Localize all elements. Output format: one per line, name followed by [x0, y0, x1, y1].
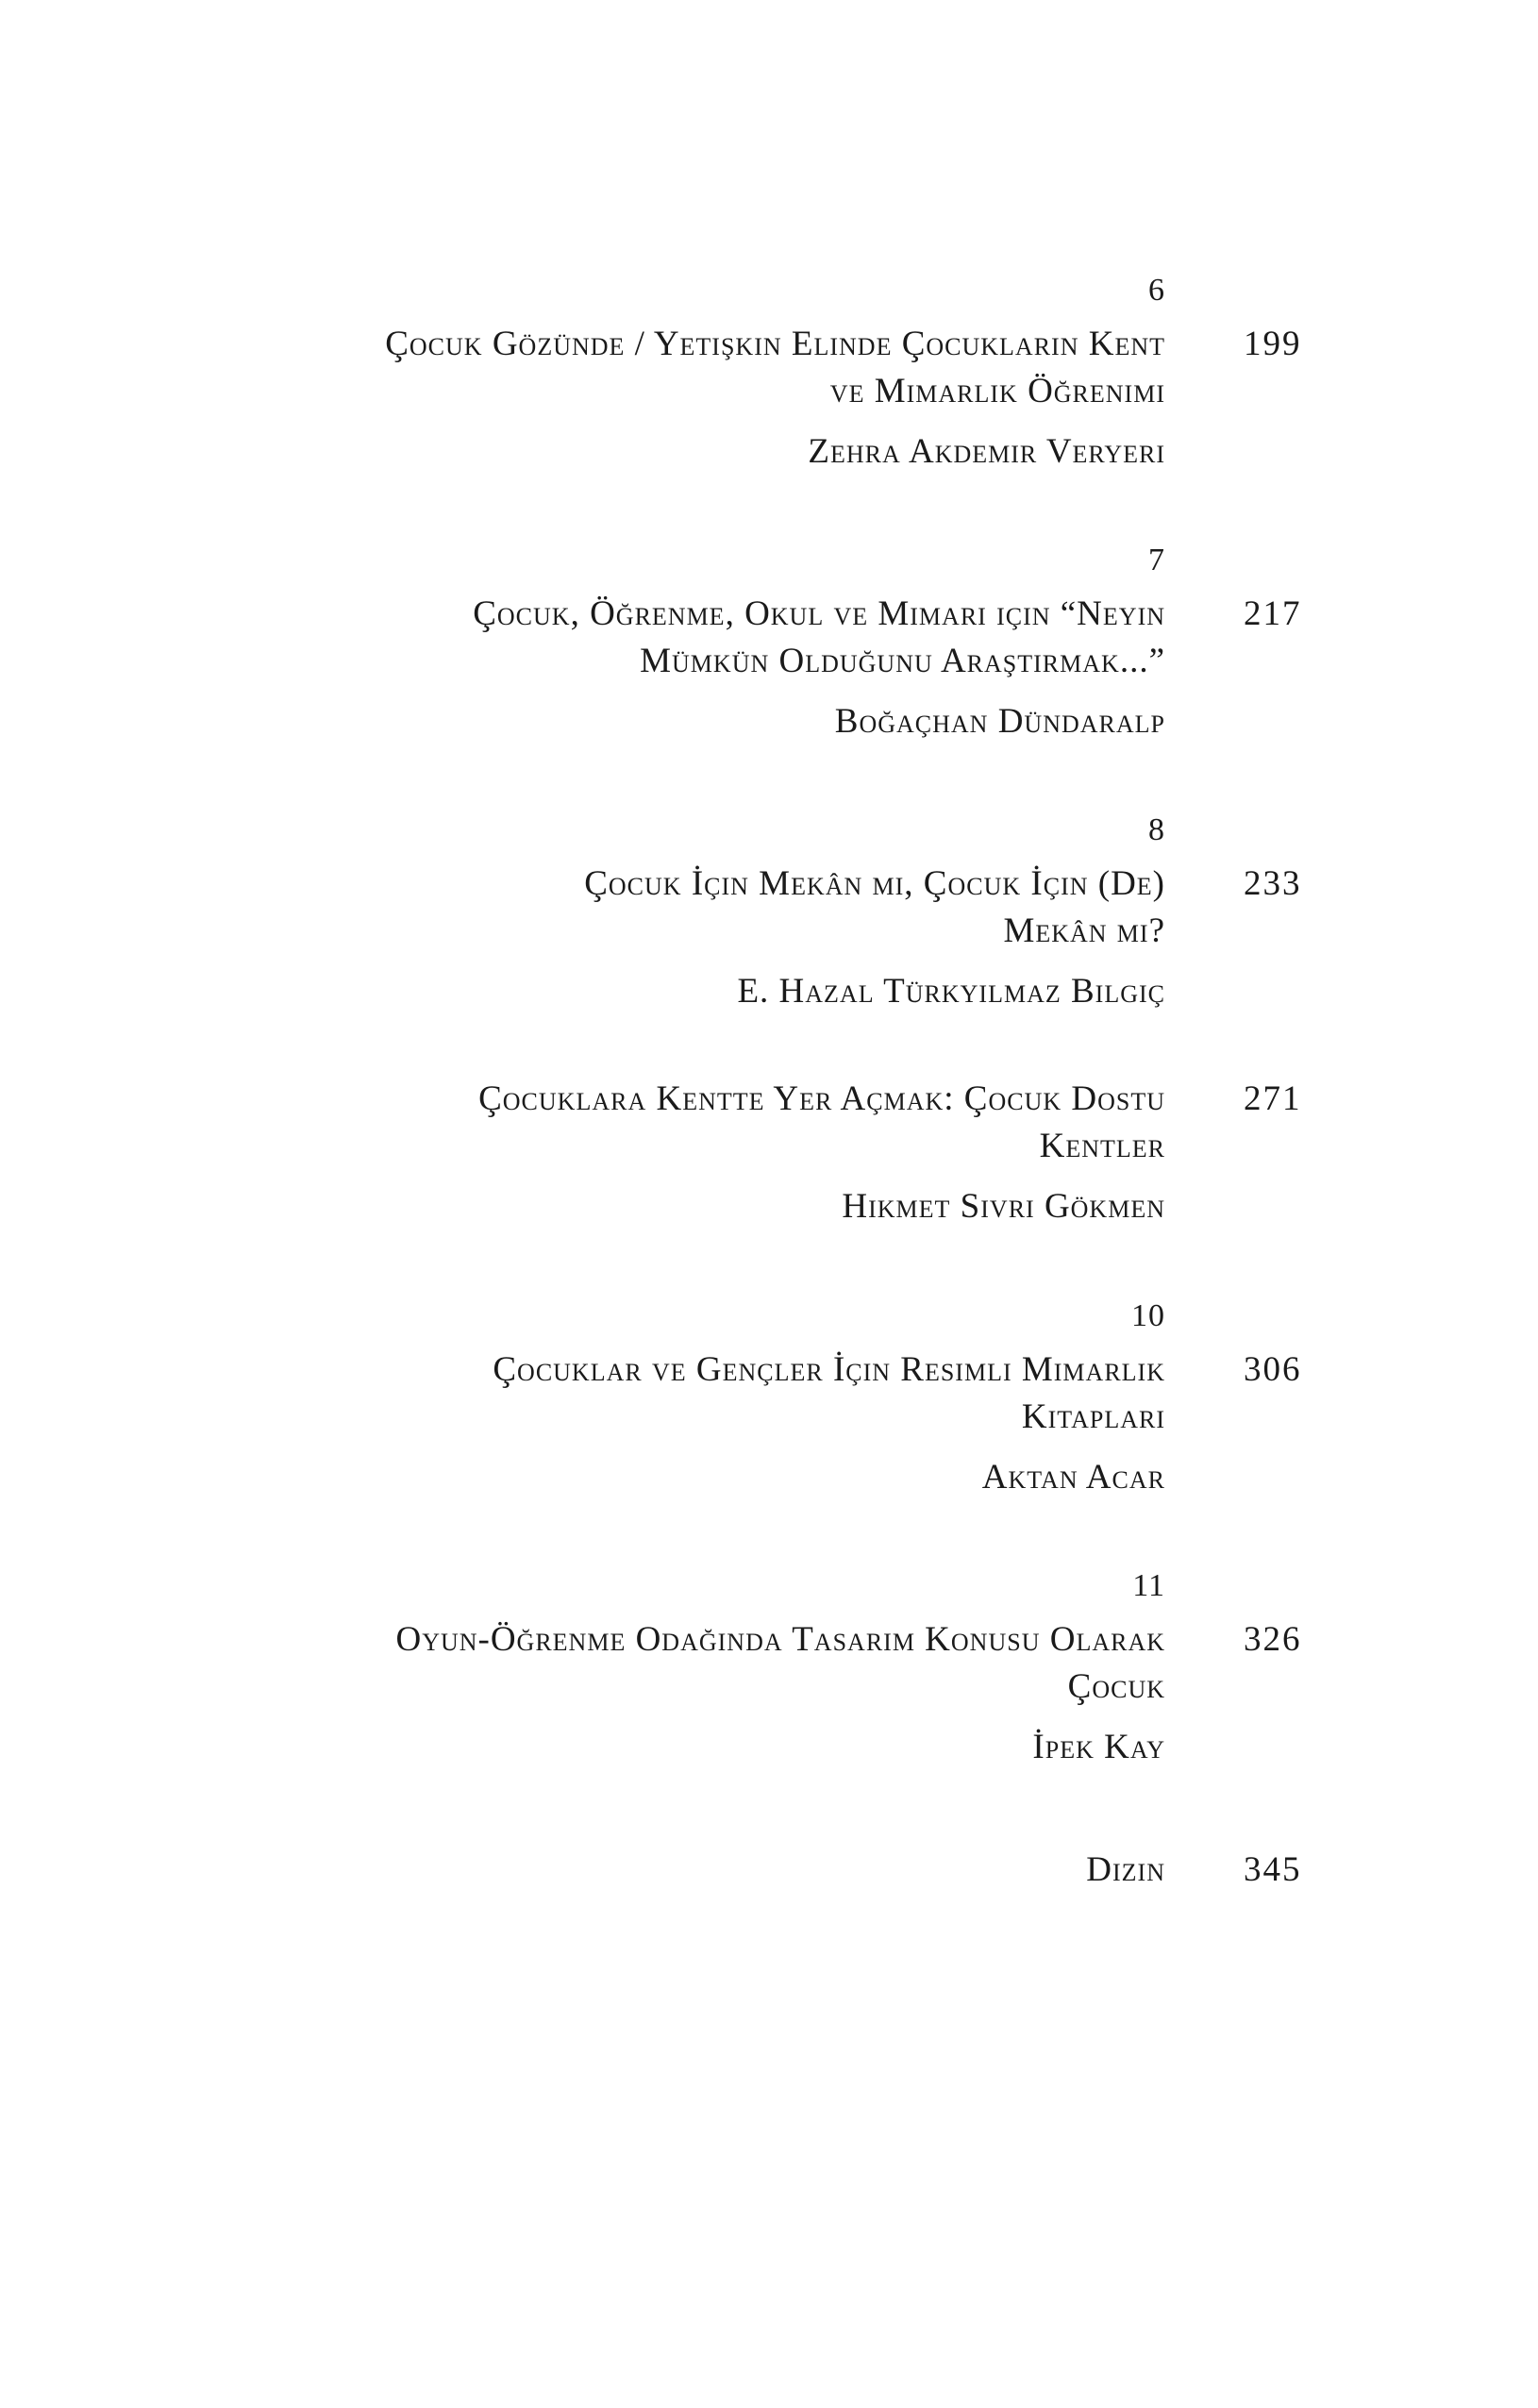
chapter-author: İpek Kay: [1032, 1728, 1165, 1766]
chapter-title: [222, 1076, 1165, 1170]
chapter-title-line: Kentler: [1039, 1127, 1165, 1165]
chapter-page-number: 326: [1244, 1620, 1302, 1659]
index-title: Dizin: [1086, 1850, 1165, 1889]
chapter-title-line: Mekân mı?: [1003, 911, 1165, 950]
chapter-title-line: Kitapları: [1021, 1397, 1165, 1436]
chapter-number: 8: [1148, 812, 1165, 847]
chapter-title-line: Çocuk Gözünde / Yetişkin Elinde Çocukların Kent: [385, 325, 1165, 363]
chapter-title-line: Oyun-Öğrenme Odağında Tasarım Konusu Olarak: [395, 1620, 1165, 1659]
chapter-title-line: Çocuklara Kentte Yer Açmak: Çocuk Dostu: [478, 1079, 1165, 1118]
chapter-title: [222, 591, 1165, 685]
chapter-title: [222, 1616, 1165, 1711]
index-page-number: 345: [1244, 1850, 1302, 1889]
chapter-author: E. Hazal Türkyılmaz Bilgiç: [737, 972, 1165, 1011]
chapter-number: 11: [1132, 1568, 1165, 1603]
chapter-number: 7: [1148, 543, 1165, 577]
chapter-page-number: 271: [1244, 1079, 1302, 1118]
chapter-author: Boğaçhan Dündaralp: [834, 702, 1165, 741]
chapter-page-number: 306: [1244, 1350, 1302, 1389]
chapter-title: [222, 861, 1165, 955]
chapter-title: [222, 321, 1165, 415]
chapter-author: Aktan Acar: [981, 1458, 1165, 1497]
chapter-author: Hikmet Sivri Gökmen: [842, 1187, 1165, 1226]
chapter-number: 6: [1148, 273, 1165, 308]
chapter-author: Zehra Akdemir Veryeri: [808, 432, 1165, 471]
chapter-page-number: 199: [1244, 325, 1302, 363]
chapter-number: 10: [1131, 1298, 1165, 1333]
chapter-page-number: 233: [1244, 864, 1302, 903]
chapter-title-line: ve Mimarlık Öğrenimi: [829, 372, 1165, 410]
chapter-title-line: Çocuk, Öğrenme, Okul ve Mimari için “Neyin: [473, 594, 1165, 633]
chapter-title-line: Çocuk: [1067, 1667, 1165, 1706]
chapter-title: [222, 1346, 1165, 1441]
chapter-page-number: 217: [1244, 594, 1302, 633]
chapter-title-line: Mümkün Olduğunu Araştırmak...”: [640, 642, 1165, 680]
chapter-title-line: Çocuk İçin Mekân mı, Çocuk İçin (De): [584, 864, 1165, 903]
chapter-title-line: Çocuklar ve Gençler İçin Resimli Mimarlık: [493, 1350, 1165, 1389]
